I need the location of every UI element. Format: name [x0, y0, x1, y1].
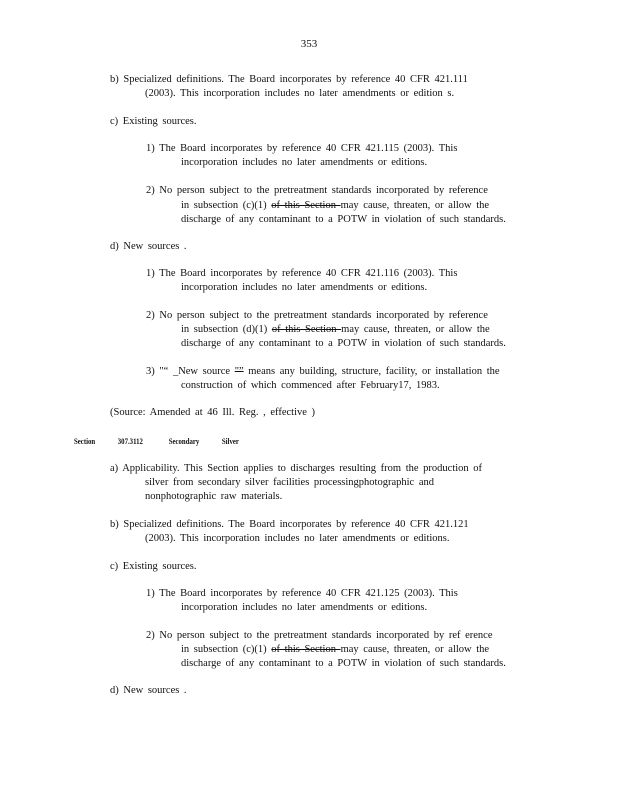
text-line: incorporation includes no later amendments or editions. [181, 157, 428, 168]
struck-text: of this Section [271, 200, 341, 211]
section-title: Secondary [168, 436, 200, 446]
text-line [181, 200, 489, 212]
text-line [146, 366, 500, 378]
text-line: b) Specialized definitions. The Board incorporates by reference 40 CFR 421.121 [110, 519, 469, 530]
text-segment: in subsection (c)(1) [181, 200, 272, 211]
text-line: 1) The Board incorporates by reference 40 CFR 421.116 (2003). This [146, 268, 458, 279]
page-number: 353 [300, 38, 318, 50]
text-line: 1) The Board incorporates by reference 40 CFR 421.125 (2003). This [146, 588, 458, 599]
text-line: c) Existing sources. [110, 116, 197, 127]
text-line: c) Existing sources. [110, 561, 197, 572]
text-line: construction of which commenced after February17, 1983. [181, 380, 440, 391]
text-line: (Source: Amended at 46 Ill. Reg. , effective ) [110, 407, 316, 418]
text-line [181, 324, 490, 336]
struck-text: of this Section [271, 644, 341, 655]
text-line: incorporation includes no later amendments or editions. [181, 602, 428, 613]
text-line: nonphotographic raw materials. [145, 491, 283, 502]
text-line: (2003). This incorporation includes no later amendments or edition s. [145, 88, 455, 99]
text-line: discharge of any contaminant to a POTW in violation of such standards. [181, 214, 506, 225]
text-line: 2) No person subject to the pretreatment standards incorporated by reference [146, 185, 488, 196]
text-line: discharge of any contaminant to a POTW in violation of such standards. [181, 658, 506, 669]
text-line: 2) No person subject to the pretreatment standards incorporated by ref erence [146, 630, 493, 641]
section-heading [74, 436, 239, 446]
text-line: 1) The Board incorporates by reference 40 CFR 421.115 (2003). This [146, 143, 458, 154]
text-line: discharge of any contaminant to a POTW in violation of such standards. [181, 338, 506, 349]
struck-text: "” [234, 366, 244, 377]
text-line: a) Applicability. This Section applies to discharges resulting from the production of [110, 463, 483, 474]
text-line: incorporation includes no later amendments or editions. [181, 282, 428, 293]
section-number: 307.3112 [117, 436, 143, 446]
text-segment: means any building, structure, facility, or installation the [243, 366, 500, 377]
text-segment: in subsection (d)(1) [181, 324, 272, 335]
text-line [181, 644, 489, 656]
section-label: Section [74, 436, 96, 446]
text-line: d) New sources . [110, 241, 187, 252]
struck-text: of this Section [271, 324, 342, 335]
text-segment: may cause, threaten, or allow the [340, 200, 490, 211]
text-line: (2003). This incorporation includes no later amendments or editions. [145, 533, 450, 544]
text-segment: in subsection (c)(1) [181, 644, 272, 655]
text-line: b) Specialized definitions. The Board incorporates by reference 40 CFR 421.111 [110, 74, 468, 85]
text-segment: may cause, threaten, or allow the [341, 324, 490, 335]
text-line: 2) No person subject to the pretreatment standards incorporated by reference [146, 310, 488, 321]
text-segment: may cause, threaten, or allow the [340, 644, 490, 655]
text-segment: 3) "“ _New source [146, 366, 235, 377]
text-line: silver from secondary silver facilities processingphotographic and [145, 477, 434, 488]
section-title-2: Silver [221, 436, 239, 446]
text-line: d) New sources . [110, 685, 187, 696]
